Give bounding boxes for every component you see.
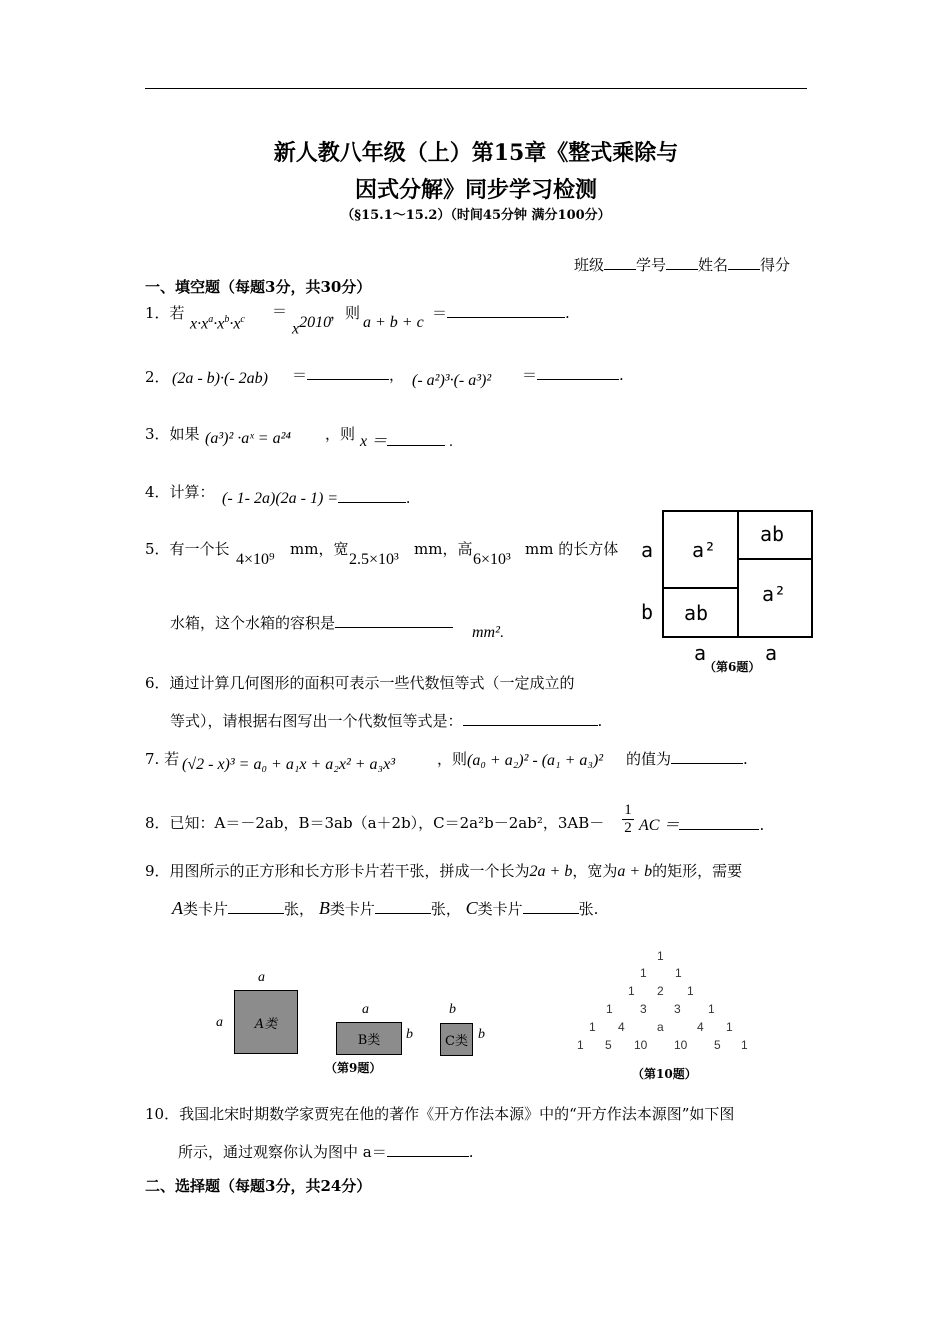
section-1-heading: 一、填空题（每题3分，共30分）	[145, 278, 372, 296]
card-c: C类	[440, 1023, 473, 1056]
q1-answer: ＝ .	[432, 304, 570, 322]
title-line-1: 新人教八年级（上）第15章《整式乘除与	[273, 140, 679, 166]
question-8: 8．已知：A＝－2ab，B＝3ab（a＋2b），C＝2a²b－2ab²，3AB－	[145, 814, 605, 832]
pascal-cell: 4	[618, 1020, 625, 1034]
question-10: 10．我国北宋时期数学家贾宪在他的著作《开方作法本源》中的“开方作法本源图”如下图	[145, 1105, 735, 1123]
q1-product: $x\cdot x^a\cdot x^b\cdot x^c$	[190, 314, 245, 333]
q1-blank[interactable]	[447, 303, 565, 318]
question-5: 5．有一个长	[145, 540, 230, 558]
q5-width: 2.5×10³	[349, 551, 399, 568]
title-line-2: 因式分解》同步学习检测	[354, 177, 597, 203]
fig10-caption: （第10题）	[632, 1067, 697, 1081]
fig6-cell-ab-2: ab	[684, 601, 709, 625]
q5-blank[interactable]	[335, 613, 453, 628]
question-7: 7. 若	[145, 750, 180, 768]
q1-sum: a + b + c	[363, 314, 424, 331]
fig9-b-right: b	[406, 1027, 413, 1042]
q10-line-2: 所示，通过观察你认为图中 a＝ .	[178, 1143, 474, 1161]
fig6-cell-ab-1: ab	[760, 522, 785, 546]
pascal-cell: 5	[714, 1038, 721, 1052]
section-2-heading: 二、选择题（每题3分，共24分）	[145, 1177, 372, 1195]
q4-blank[interactable]	[338, 488, 406, 503]
question-1: 1．若	[145, 304, 185, 322]
card-a: A类	[234, 990, 298, 1054]
pascal-cell: 1	[675, 966, 682, 980]
fig9-a-left: a	[216, 1015, 223, 1030]
q2-blank-2[interactable]	[537, 365, 619, 380]
q9-blank-c[interactable]	[523, 899, 579, 914]
name-label: 姓名	[698, 256, 729, 274]
pascal-cell: 1	[726, 1020, 733, 1034]
q6-blank[interactable]	[463, 711, 598, 726]
class-blank[interactable]	[604, 255, 636, 270]
question-6: 6．通过计算几何图形的面积可表示一些代数恒等式（一定成立的	[145, 674, 575, 692]
pascal-cell: 4	[697, 1020, 704, 1034]
q3-answer: x ＝ .	[360, 433, 453, 450]
q7-blank[interactable]	[671, 749, 743, 764]
q7-answer: 的值为 .	[626, 750, 748, 768]
pascal-cell: 1	[606, 1002, 613, 1016]
q3-blank[interactable]	[387, 431, 445, 446]
number-blank[interactable]	[666, 255, 698, 270]
fig9-c-top: b	[449, 1002, 456, 1017]
fig6-left-b: b	[641, 600, 654, 624]
pascal-cell: 1	[708, 1002, 715, 1016]
class-label: 班级	[574, 256, 605, 274]
q2-blank-1[interactable]	[307, 365, 389, 380]
pascal-cell-a: a	[657, 1020, 664, 1034]
q8-blank[interactable]	[679, 815, 759, 830]
fig6-cell-a2-1: a²	[692, 538, 717, 562]
fig6-bottom-a-1: a	[694, 641, 707, 665]
q9-blank-b[interactable]	[375, 899, 431, 914]
q2-expr-1: (2a - b)·(- 2ab)	[172, 370, 268, 387]
pascal-cell: 1	[589, 1020, 596, 1034]
pascal-cell: 5	[605, 1038, 612, 1052]
fig6-cell-a2-2: a²	[762, 582, 787, 606]
question-9: 9．用图所示的正方形和长方形卡片若干张，拼成一个长为2a + b，宽为a + b的矩形，需要	[145, 862, 743, 880]
top-rule	[145, 88, 807, 89]
q7-expr: (√2 - x)³ = a₀ + a₁x + a₂x² + a₃x³	[182, 756, 395, 773]
q5-unit-2: mm，高	[414, 540, 473, 558]
pascal-cell: 1	[657, 949, 664, 963]
fig6-bottom-a-2: a	[765, 641, 778, 665]
q2-expr-2: (- a²)³·(- a³)²	[412, 372, 492, 389]
question-3: 3．如果	[145, 425, 200, 443]
figure-6-grid	[638, 508, 818, 640]
q5-line-2: 水箱，这个水箱的容积是	[170, 612, 453, 633]
q6-line-2: 等式），请根据右图写出一个代数恒等式是： .	[170, 712, 603, 730]
q2-answer-1: ＝ ，	[292, 366, 405, 384]
q8-answer: AC ＝ .	[639, 816, 765, 834]
q1-equals: ＝	[272, 302, 288, 320]
fig9-a-top: a	[258, 970, 265, 985]
subtitle: （§15.1～15.2）（时间45分钟 满分100分）	[341, 208, 611, 223]
score-label: 得分	[760, 256, 791, 274]
pascal-cell: 1	[628, 984, 635, 998]
fig9-caption: （第9题）	[325, 1061, 382, 1075]
figure-9	[210, 965, 500, 1080]
q5-length: 4×10⁹	[236, 551, 275, 568]
fig9-c-right: b	[478, 1027, 485, 1042]
q7-then: ，则	[437, 750, 468, 768]
q7-expr-2: (a₀ + a₂)² - (a₁ + a₃)²	[467, 752, 604, 769]
pascal-cell: 1	[640, 966, 647, 980]
pascal-cell: 1	[577, 1038, 584, 1052]
fig6-left-a: a	[641, 538, 654, 562]
pascal-cell: 2	[657, 984, 664, 998]
q3-then: ，则	[325, 425, 356, 443]
name-blank[interactable]	[728, 255, 760, 270]
q9-blank-a[interactable]	[228, 899, 284, 914]
figure-6	[638, 508, 818, 678]
pascal-cell: 10	[674, 1038, 688, 1052]
pascal-cell: 3	[640, 1002, 647, 1016]
q10-blank[interactable]	[387, 1142, 469, 1157]
q5-unit-1: mm，宽	[290, 540, 349, 558]
q3-expr: (a³)² ·aˣ = a²⁴	[205, 430, 291, 447]
question-2: 2．	[145, 368, 170, 386]
figure-10	[560, 945, 770, 1085]
q1-then: ，则	[330, 304, 361, 322]
pascal-cell: 1	[687, 984, 694, 998]
fig6-caption: （第6题）	[704, 660, 761, 674]
pascal-cell: 10	[634, 1038, 648, 1052]
student-info	[574, 254, 790, 275]
q4-expr: (- 1- 2a)(2a - 1) = .	[222, 490, 411, 507]
q5-height: 6×10³	[473, 551, 511, 568]
card-b: B类	[336, 1022, 402, 1055]
number-label: 学号	[636, 256, 667, 274]
pascal-cell: 1	[741, 1038, 748, 1052]
q5-unit-answer: mm².	[472, 624, 504, 641]
q5-unit-3: mm 的长方体	[525, 540, 619, 558]
q1-rhs: $x^{2010}$	[292, 314, 332, 338]
question-4: 4．计算：	[145, 483, 215, 501]
q2-answer-2: ＝ .	[522, 366, 624, 384]
pascal-cell: 3	[674, 1002, 681, 1016]
q8-fraction: 1 2	[622, 802, 634, 837]
fig9-b-a-top: a	[362, 1002, 369, 1017]
q9-line-2: A类卡片 张， B类卡片 张， C类卡片 张.	[172, 898, 599, 918]
